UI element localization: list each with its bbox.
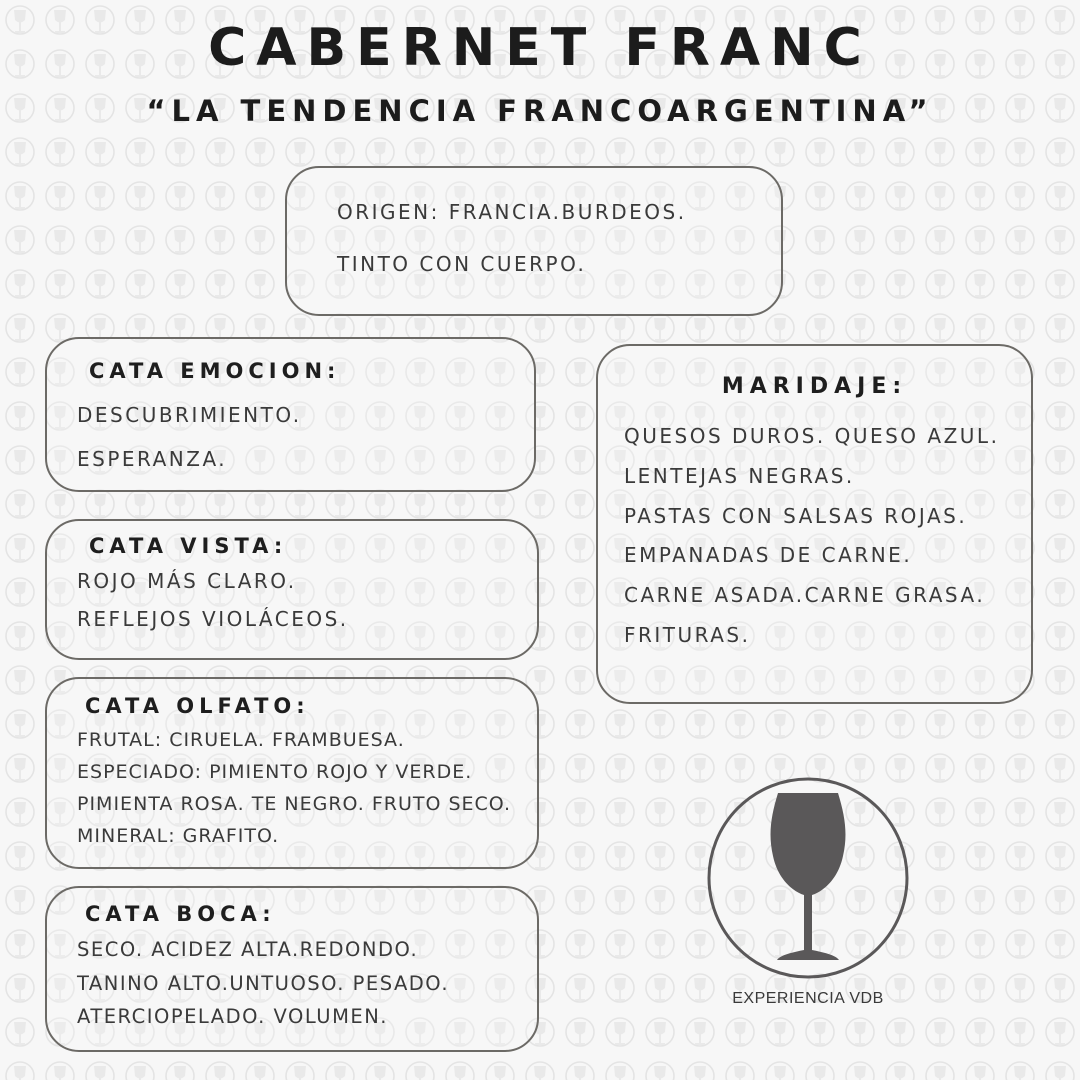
maridaje-line: LENTEJAS NEGRAS.: [624, 464, 855, 488]
origin-line: ORIGEN: FRANCIA.BURDEOS.: [337, 200, 687, 224]
cata-boca-line: TANINO ALTO.UNTUOSO. PESADO.: [77, 972, 450, 995]
cata-olfato-heading: CATA OLFATO:: [85, 694, 310, 718]
cata-boca-line: ATERCIOPELADO. VOLUMEN.: [77, 1005, 388, 1028]
maridaje-heading: MARIDAJE:: [721, 374, 908, 399]
logo-text: EXPERIENCIA VDB: [732, 990, 884, 1007]
cata-emocion-box: [45, 337, 536, 492]
page-subtitle: “LA TENDENCIA FRANCOARGENTINA”: [146, 94, 934, 128]
wine-glass-icon: [706, 776, 910, 980]
cata-boca-line: SECO. ACIDEZ ALTA.REDONDO.: [77, 938, 419, 961]
cata-olfato-line: ESPECIADO: PIMIENTO ROJO Y VERDE.: [77, 761, 473, 783]
maridaje-line: FRITURAS.: [624, 623, 751, 647]
maridaje-line: EMPANADAS DE CARNE.: [624, 543, 913, 567]
body-line: TINTO CON CUERPO.: [337, 252, 587, 276]
cata-olfato-line: MINERAL: GRAFITO.: [77, 825, 280, 847]
cata-olfato-line: PIMIENTA ROSA. TE NEGRO. FRUTO SECO.: [77, 793, 512, 815]
cata-emocion-line: DESCUBRIMIENTO.: [77, 403, 302, 427]
cata-emocion-line: ESPERANZA.: [77, 447, 228, 471]
cata-boca-heading: CATA BOCA:: [85, 902, 276, 926]
wine-glass-bowl: [771, 793, 846, 960]
cata-vista-heading: CATA VISTA:: [89, 534, 288, 558]
page-title: CABERNET FRANC: [208, 18, 872, 78]
cata-boca-box: [45, 886, 539, 1052]
cata-vista-box: [45, 519, 539, 660]
origin-box: [285, 166, 783, 316]
maridaje-line: CARNE ASADA.CARNE GRASA.: [624, 583, 986, 607]
cata-olfato-box: [45, 677, 539, 869]
maridaje-line: PASTAS CON SALSAS ROJAS.: [624, 504, 968, 528]
cata-vista-line: ROJO MÁS CLARO.: [77, 569, 297, 593]
cata-olfato-line: FRUTAL: CIRUELA. FRAMBUESA.: [77, 729, 405, 751]
maridaje-line: QUESOS DUROS. QUESO AZUL.: [624, 424, 1000, 448]
cata-vista-line: REFLEJOS VIOLÁCEOS.: [77, 607, 349, 631]
maridaje-box: [596, 344, 1033, 704]
cata-emocion-heading: CATA EMOCION:: [89, 359, 341, 383]
